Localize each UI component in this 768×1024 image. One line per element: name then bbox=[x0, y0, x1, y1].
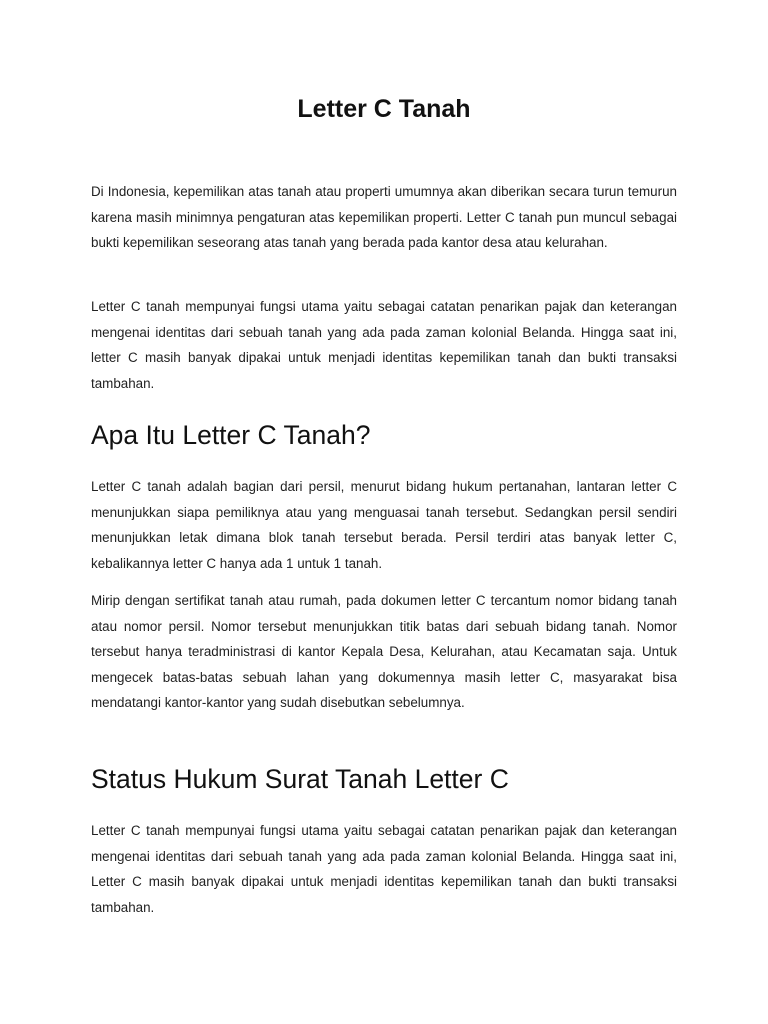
section-heading-apa-itu: Apa Itu Letter C Tanah? bbox=[91, 420, 371, 450]
document-title: Letter C Tanah bbox=[297, 95, 471, 123]
section-heading-status-hukum: Status Hukum Surat Tanah Letter C bbox=[91, 764, 509, 794]
intro-paragraph: Letter C tanah mempunyai fungsi utama yaitu sebagai catatan penarikan pajak dan keterangan mengenai identitas dari sebuah tanah yang ada pada zaman kolonial Belanda. Hingga saat ini, letter C masih banyak dipakai untuk menjadi identitas kepemilikan tanah dan bukti transaksi tambahan. bbox=[91, 299, 677, 391]
intro-paragraph: Di Indonesia, kepemilikan atas tanah atau properti umumnya akan diberikan secara turun temurun karena masih minimnya pengaturan atas kepemilikan properti. Letter C tanah pun muncul sebagai bukti kepemilikan seseorang atas tanah yang berada pada kantor desa atau kelurahan. bbox=[91, 184, 677, 250]
section-paragraph: Letter C tanah adalah bagian dari persil, menurut bidang hukum pertanahan, lantaran letter C menunjukkan siapa pemiliknya atau yang menguasai tanah tersebut. Sedangkan persil sendiri menunjukkan letak dimana blok tanah tersebut berada. Persil terdiri atas banyak letter C, kebalikannya letter C hanya ada 1 untuk 1 tanah. bbox=[91, 479, 677, 571]
section-paragraph: Letter C tanah mempunyai fungsi utama yaitu sebagai catatan penarikan pajak dan keterangan mengenai identitas dari sebuah tanah yang ada pada zaman kolonial Belanda. Hingga saat ini, Letter C masih banyak dipakai untuk menjadi identitas kepemilikan tanah dan bukti transaksi tambahan. bbox=[91, 823, 677, 915]
section-paragraph: Mirip dengan sertifikat tanah atau rumah, pada dokumen letter C tercantum nomor bidang tanah atau nomor persil. Nomor tersebut menunjukkan titik batas dari sebuah bidang tanah. Nomor tersebut hanya teradministrasi di kantor Kepala Desa, Kelurahan, atau Kecamatan saja. Untuk mengecek batas-batas sebuah lahan yang dokumennya masih letter C, masyarakat bisa mendatangi kantor-kantor yang sudah disebutkan sebelumnya. bbox=[91, 593, 677, 710]
